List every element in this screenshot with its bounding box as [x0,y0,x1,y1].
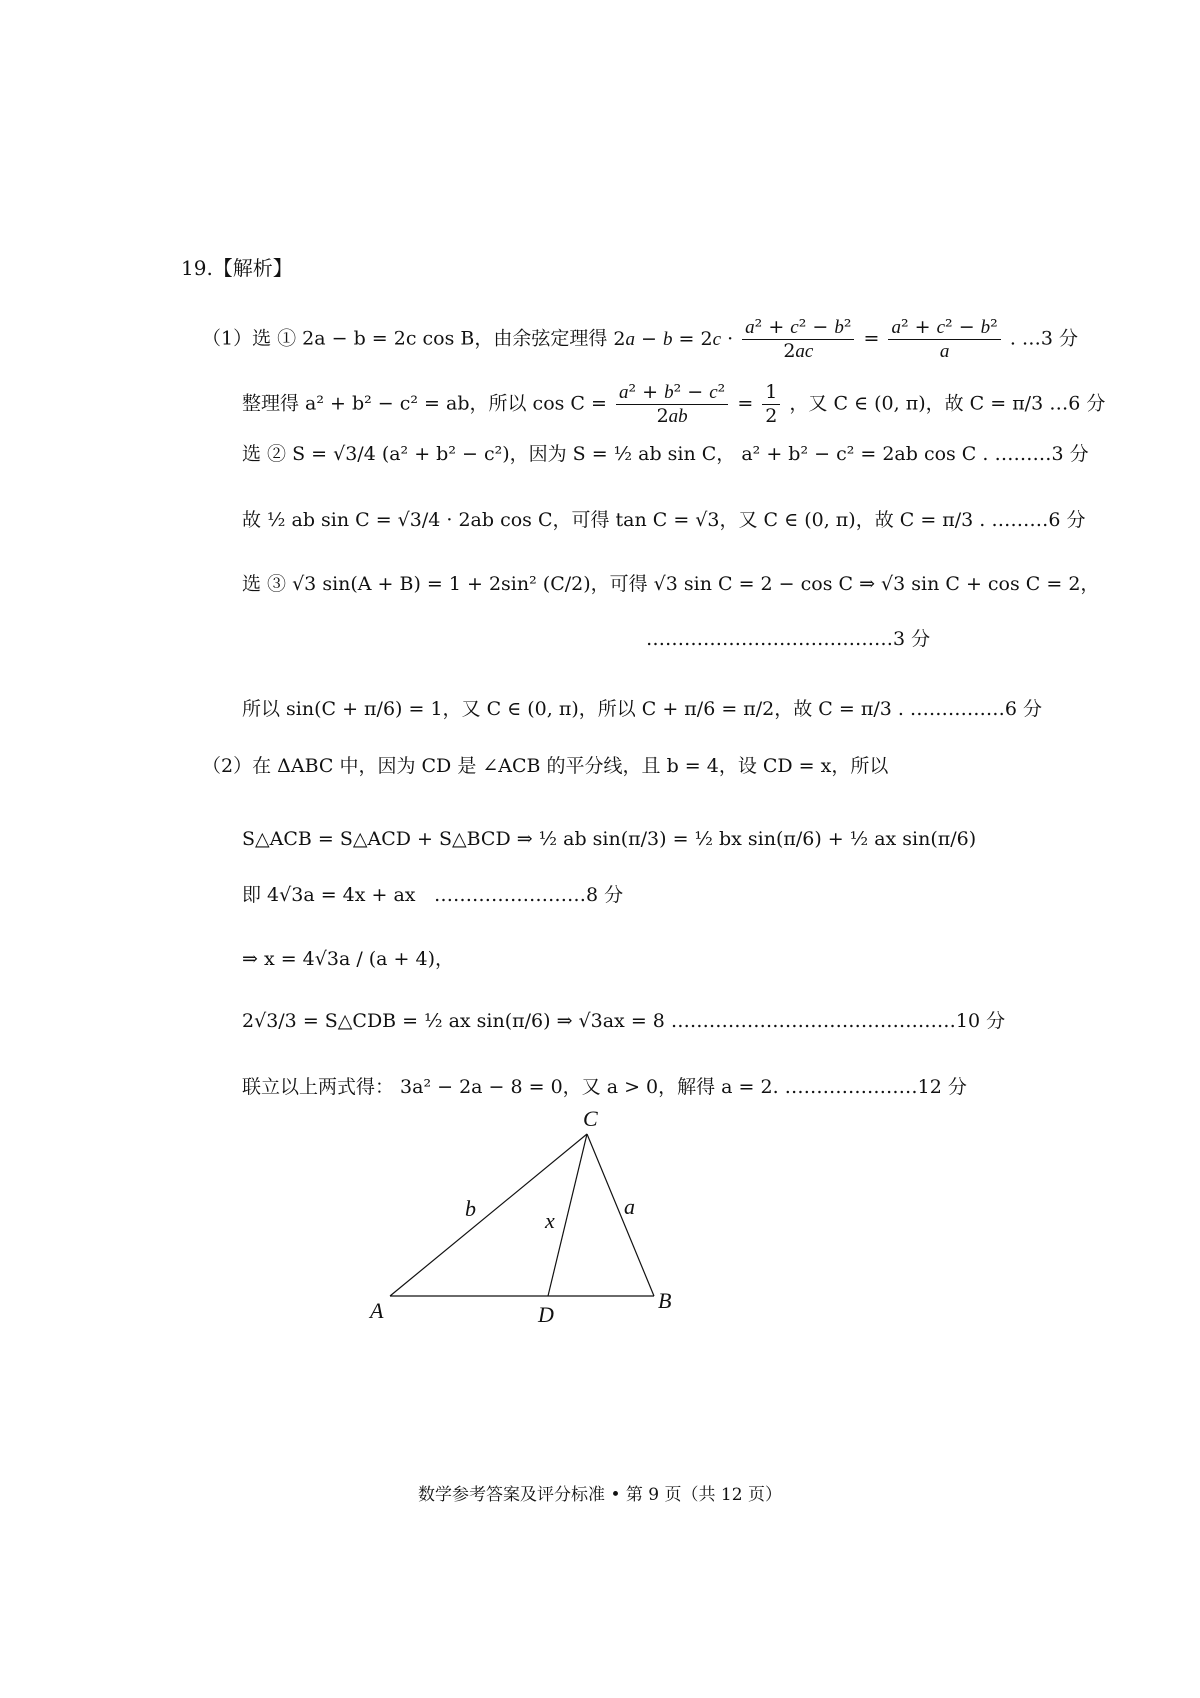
opt1-line2: 整理得 a² + b² − c² = ab，所以 cos C = $\frac{\text{a² + b² − c²}}{2ab}$ = $\frac{1}{2}$ ，又 C ∈ (0, π)，故 C = π/3 …6 分 [242,381,1106,427]
label-D: D [538,1302,554,1327]
label-x: x [545,1208,555,1233]
opt1-line2-prefix: 整理得 a² + b² − c² = ab，所以 cos C = [242,392,607,415]
label-a: a [624,1194,635,1219]
label-A: A [370,1298,384,1323]
opt2-line2: 故 ½ ab sin C = √3/4 · 2ab cos C，可得 tan C = √3，又 C ∈ (0, π)，故 C = π/3 . ………6 分 [242,509,1086,531]
opt1-cos-frac: $\frac{\text{a² + b² − c²}}{2ab}$ [616,383,728,426]
opt1-frac1: $\frac{\text{a² + c² − b²}}{2ac}$ [742,318,854,361]
label-b: b [465,1196,476,1221]
opt1-line1-suffix: . …3 分 [1009,327,1079,350]
opt3-line1: 选 ③ √3 sin(A + B) = 1 + 2sin² (C/2)，可得 √3 sin C = 2 − cos C ⇒ √3 sin C + cos C = 2， [242,573,1100,595]
opt3-line2: 所以 sin(C + π/6) = 1，又 C ∈ (0, π)，所以 C + π/6 = π/2，故 C = π/3 . ……………6 分 [242,698,1043,720]
part2-eq3: 2√3/3 = S△CDB = ½ ax sin(π/6) ⇒ √3ax = 8 ………………………………………10 分 [242,1010,1006,1032]
page-footer: 数学参考答案及评分标准 • 第 9 页（共 12 页） [418,1485,782,1505]
opt2-line1: 选 ② S = √3/4 (a² + b² − c²)，因为 S = ½ ab sin C， a² + b² − c² = 2ab cos C . ………3 分 [242,443,1089,465]
opt3-score: …………………………………3 分 [646,628,931,650]
opt1-line1: （1）选 ① 2a − b = 2c cos B，由余弦定理得 2a − b = 2c · $\frac{\text{a² + c² − b²}}{2ac}$ = $\frac{\text{a² + c² − b²}}{a}$ . …3 分 [202,316,1079,362]
part2-conclusion: 联立以上两式得： 3a² − 2a − 8 = 0，又 a > 0，解得 a = 2. …………………12 分 [242,1076,967,1098]
opt1-line1-prefix: （1）选 ① 2a − b = 2c cos B，由余弦定理得 [202,327,608,350]
part2-area-eq: S△ACB = S△ACD + S△BCD ⇒ ½ ab sin(π/3) = ½ bx sin(π/6) + ½ ax sin(π/6) [242,828,977,850]
side-a [587,1134,654,1296]
label-B: B [658,1288,672,1313]
opt1-frac2: $\frac{\text{a² + c² − b²}}{a}$ [888,318,1000,361]
opt1-line2-suffix: ，又 C ∈ (0, π)，故 C = π/3 …6 分 [789,392,1106,415]
side-b [390,1134,587,1296]
part2-eq2: ⇒ x = 4√3a / (a + 4)， [242,948,455,970]
part2-eq1-score: ……………………8 分 [434,884,624,906]
opt1-half: $\frac{1}{2}$ [762,383,780,426]
triangle-figure [360,1100,700,1340]
label-C: C [583,1106,598,1131]
problem-title: 19.【解析】 [181,256,293,280]
opt1-eq: 2a − b = 2c · [613,327,734,350]
part2-intro: （2）在 ΔABC 中，因为 CD 是 ∠ACB 的平分线，且 b = 4，设 CD = x，所以 [202,755,889,777]
part2-eq1: 即 4√3a = 4x + ax [242,884,416,906]
